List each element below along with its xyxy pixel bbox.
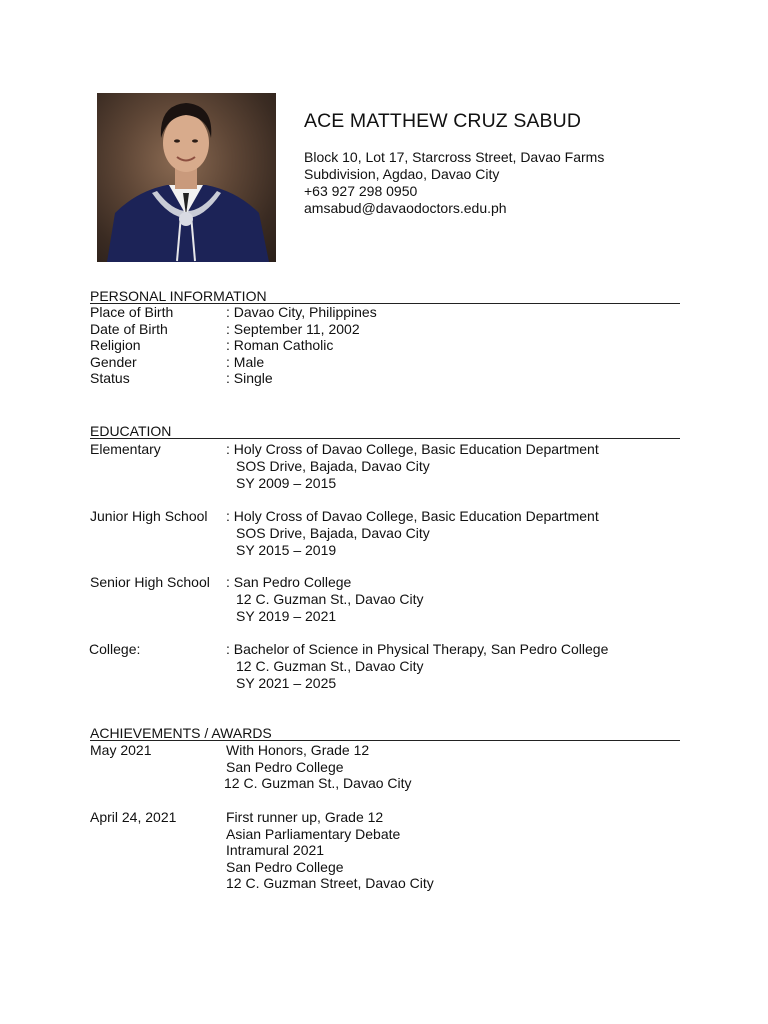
section-title-personal: PERSONAL INFORMATION bbox=[90, 288, 680, 304]
school-year: SY 2015 – 2019 bbox=[236, 542, 337, 558]
school-address: SOS Drive, Bajada, Davao City bbox=[236, 525, 430, 541]
address-line-2: Subdivision, Agdao, Davao City bbox=[304, 166, 500, 182]
education-level: Elementary bbox=[90, 441, 161, 457]
award-line: Asian Parliamentary Debate bbox=[226, 825, 401, 842]
row-value: : Davao City, Philippines bbox=[226, 304, 377, 320]
profile-photo bbox=[97, 93, 276, 262]
email-address: amsabud@davaodoctors.edu.ph bbox=[304, 200, 507, 216]
phone-number: +63 927 298 0950 bbox=[304, 183, 418, 199]
personal-row bbox=[90, 370, 680, 387]
award-line: With Honors, Grade 12 bbox=[226, 742, 370, 758]
school-name: : San Pedro College bbox=[226, 574, 352, 590]
award-line: San Pedro College bbox=[226, 758, 344, 775]
row-label: Religion bbox=[90, 337, 141, 353]
personal-row bbox=[90, 337, 680, 354]
school-address: 12 C. Guzman St., Davao City bbox=[236, 658, 424, 674]
personal-information-section bbox=[90, 288, 680, 387]
award-line: Intramural 2021 bbox=[226, 842, 325, 858]
row-label: Date of Birth bbox=[90, 320, 168, 337]
row-value: : Male bbox=[226, 353, 265, 370]
section-title-education: EDUCATION bbox=[90, 423, 680, 439]
school-year: SY 2021 – 2025 bbox=[236, 675, 337, 691]
education-level: College: bbox=[89, 641, 141, 657]
school-name: : Holy Cross of Davao College, Basic Education Department bbox=[226, 508, 599, 524]
award-line: 12 C. Guzman St., Davao City bbox=[224, 775, 412, 791]
school-name: : Holy Cross of Davao College, Basic Education Department bbox=[226, 441, 599, 457]
achievements-section bbox=[90, 725, 680, 900]
graduate-portrait-illustration bbox=[97, 93, 276, 262]
row-label: Status bbox=[90, 370, 130, 386]
row-label: Place of Birth bbox=[90, 304, 174, 320]
row-label: Gender bbox=[90, 353, 137, 370]
school-address: SOS Drive, Bajada, Davao City bbox=[236, 458, 430, 474]
school-year: SY 2019 – 2021 bbox=[236, 608, 337, 624]
row-value: : Single bbox=[226, 370, 273, 386]
contact-block bbox=[304, 149, 604, 217]
school-year: SY 2009 – 2015 bbox=[236, 475, 337, 491]
award-date: April 24, 2021 bbox=[90, 809, 177, 825]
section-title-awards: ACHIEVEMENTS / AWARDS bbox=[90, 725, 680, 741]
education-level: Senior High School bbox=[90, 574, 210, 590]
award-date: May 2021 bbox=[90, 742, 152, 758]
personal-row bbox=[90, 354, 680, 371]
school-name: : Bachelor of Science in Physical Therapy, San Pedro College bbox=[226, 641, 609, 657]
applicant-name: ACE MATTHEW CRUZ SABUD bbox=[304, 110, 582, 132]
personal-row bbox=[90, 304, 680, 321]
award-line: 12 C. Guzman Street, Davao City bbox=[226, 875, 434, 891]
school-address: 12 C. Guzman St., Davao City bbox=[236, 591, 424, 607]
personal-row bbox=[90, 321, 680, 338]
award-line: San Pedro College bbox=[226, 858, 344, 875]
education-level: Junior High School bbox=[90, 508, 208, 524]
row-value: : Roman Catholic bbox=[226, 337, 334, 353]
education-section bbox=[90, 423, 680, 703]
award-line: First runner up, Grade 12 bbox=[226, 809, 384, 825]
row-value: : September 11, 2002 bbox=[226, 320, 360, 337]
address-line-1: Block 10, Lot 17, Starcross Street, Davao Farms bbox=[304, 149, 605, 165]
